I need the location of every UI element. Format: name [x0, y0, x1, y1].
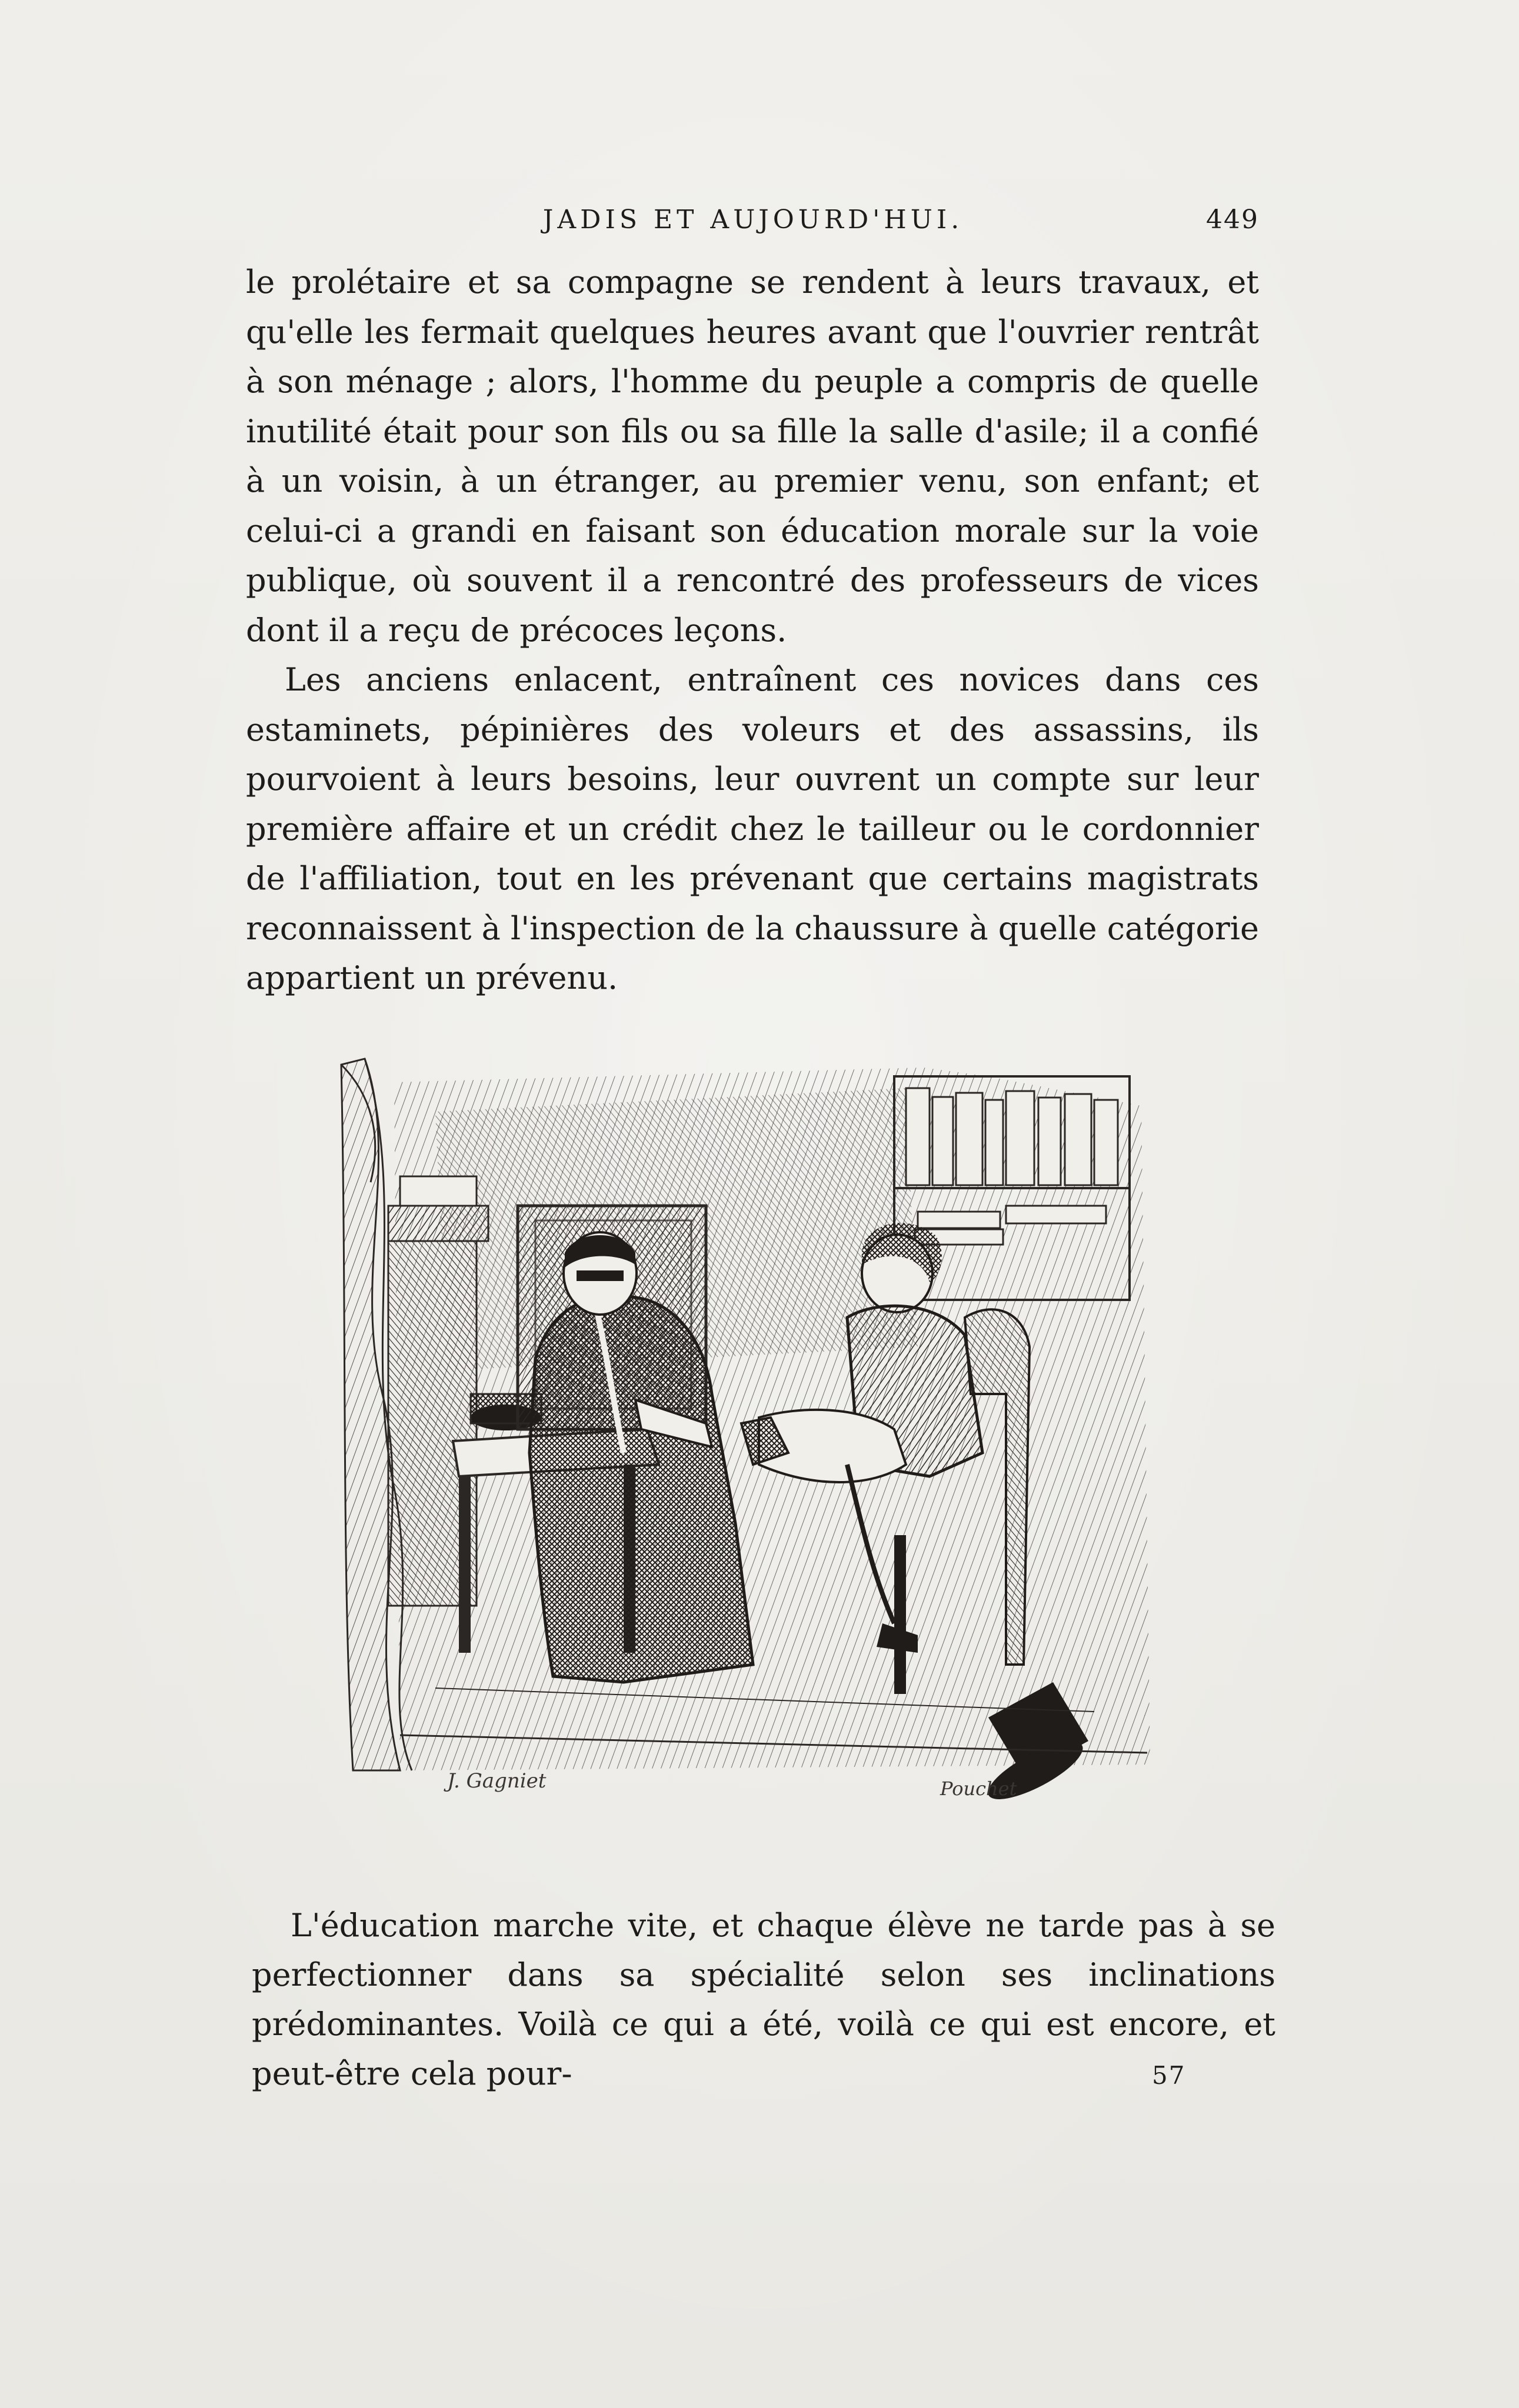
text-block-top [246, 258, 1259, 1003]
paragraph-anciens: Les anciens enlacent, entraînent ces novices dans ces estaminets, pépinières des voleurs et des assassins, ils pourvoient à leurs besoins, leur ouvrent un compte sur leur première affaire et un crédit chez le tailleur ou le cordonnier de l'affiliation, tout en les prévenant que certains magistrats reconnaissent à l'inspection de la chaussure à quelle catégorie appartient un prévenu. [246, 661, 1259, 996]
artist-signature-left: J. Gagniet [447, 1769, 547, 1793]
page-number: 449 [1206, 205, 1259, 235]
signature-mark: 57 [1152, 2061, 1186, 2090]
paragraph-continued: le prolétaire et sa compagne se rendent à leurs travaux, et qu'elle les fermait quelques heures avant que l'ouvrier rentrât à son ménage ; alors, l'homme du peuple a compris de quelle inutilité était pour son fils ou sa fille la salle d'asile; il a confié à un voisin, à un étranger, au premier venu, son enfant; et celui-ci a grandi en faisant son éducation morale sur la voie publique, où souvent il a rencontré des professeurs de vices dont il a reçu de précoces leçons. [246, 264, 1259, 649]
text-block-bottom [252, 1901, 1275, 2099]
engraving-illustration [329, 1041, 1182, 1835]
paragraph-education: L'éducation marche vite, et chaque élève ne tarde pas à se perfectionner dans sa spécialité selon ses inclinations prédominantes. Voilà ce qui a été, voilà ce qui est encore, et peut-être cela pour- [252, 1907, 1275, 2092]
engraver-signature-right: Pouchet [940, 1777, 1017, 1800]
engraving-magistrate-shoe-inspection [329, 1041, 1182, 1835]
running-title: JADIS ET AUJOURD'HUI. [542, 205, 964, 235]
running-head [247, 199, 1259, 246]
